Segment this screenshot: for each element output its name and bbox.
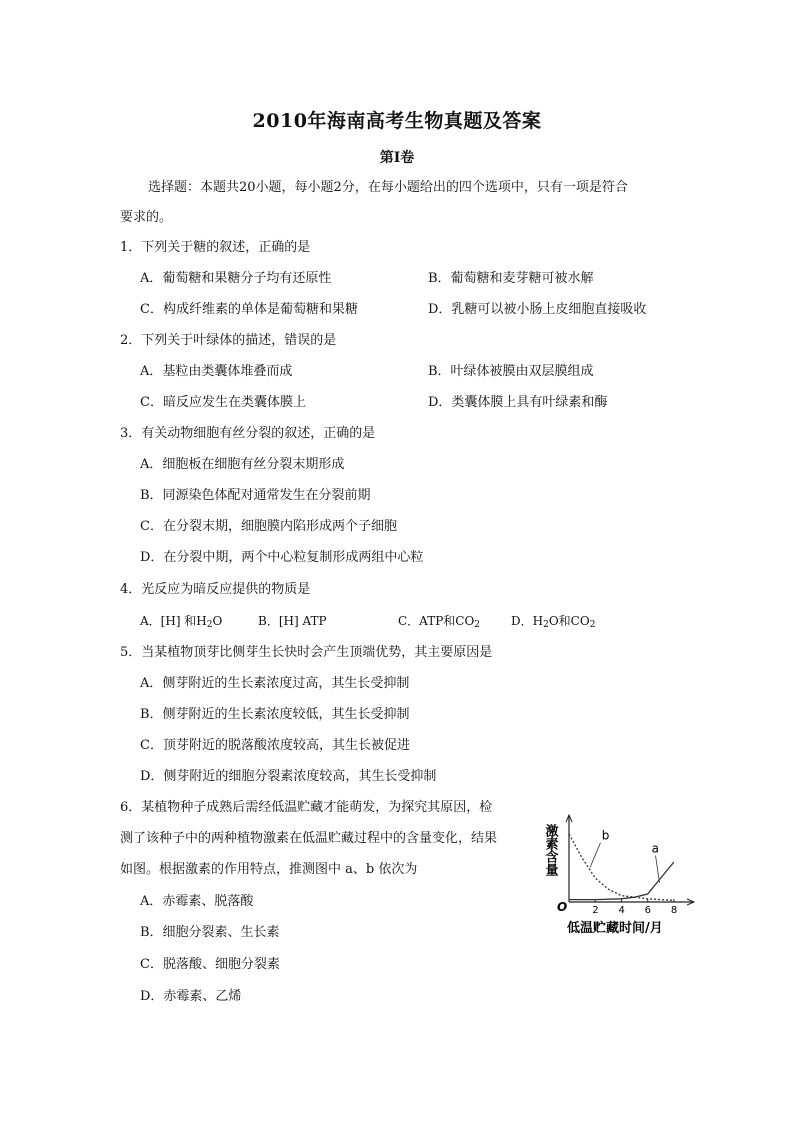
question-5-stem: 5．当某植物顶芽比侧芽生长快时会产生顶端优势，其主要原因是	[120, 645, 493, 660]
question-1-option-c: C．构成纤维素的单体是葡萄糖和果糖	[140, 302, 358, 317]
chart-series-b-label: b	[601, 828, 610, 843]
question-6-stem-line-3: 如图。根据激素的作用特点，推测图中 a、b 依次为	[120, 862, 418, 877]
question-6-option-b: B．细胞分裂素、生长素	[140, 925, 280, 940]
question-2-option-b: B．叶绿体被膜由双层膜组成	[428, 364, 594, 379]
question-2-option-d: D．类囊体膜上具有叶绿素和酶	[428, 395, 608, 410]
question-6-option-d: D．赤霉素、乙烯	[140, 989, 242, 1004]
question-6-stem-line-1: 6．某植物种子成熟后需经低温贮藏才能萌发，为探究其原因，检	[120, 800, 493, 815]
question-6-option-a: A．赤霉素、脱落酸	[140, 894, 254, 909]
question-3-option-b: B．同源染色体配对通常发生在分裂前期	[140, 488, 371, 503]
question-4-stem: 4．光反应为暗反应提供的物质是	[120, 582, 311, 597]
question-3-option-d: D．在分裂中期，两个中心粒复制形成两组中心粒	[140, 550, 424, 565]
question-1-option-d: D．乳糖可以被小肠上皮细胞直接吸收	[428, 302, 647, 317]
question-1-stem: 1．下列关于糖的叙述，正确的是	[120, 240, 311, 255]
chart-x-tick-label: 2	[592, 905, 599, 916]
question-4-option-a: A．[H] 和$H_2O$	[140, 614, 223, 630]
question-4-option-c: C．ATP和$CO_2$	[398, 614, 481, 630]
question-3-option-a: A．细胞板在细胞有丝分裂末期形成	[140, 457, 345, 472]
question-5-option-a: A．侧芽附近的生长素浓度过高，其生长受抑制	[140, 676, 410, 691]
section-title: 第Ⅰ卷	[379, 150, 415, 166]
question-5-option-d: D．侧芽附近的细胞分裂素浓度较高，其生长受抑制	[140, 769, 437, 784]
question-1-option-b: B．葡萄糖和麦芽糖可被水解	[428, 271, 594, 286]
page-title: 2010年海南高考生物真题及答案	[252, 110, 542, 132]
intro-line-1: 选择题：本题共20小题，每小题2分，在每小题给出的四个选项中，只有一项是符合	[148, 180, 628, 195]
chart-x-tick-label: 4	[618, 905, 625, 916]
question-5-option-b: B．侧芽附近的生长素浓度较低，其生长受抑制	[140, 707, 410, 722]
chart-series-a-leader	[656, 856, 660, 883]
chart-origin-label: O	[557, 900, 568, 914]
hormone-content-chart	[537, 810, 707, 940]
chart-series-a-line	[569, 862, 674, 900]
question-2-option-c: C．暗反应发生在类囊体膜上	[140, 395, 306, 410]
question-2-stem: 2．下列关于叶绿体的描述，错误的是	[120, 333, 337, 348]
question-1-option-a: A．葡萄糖和果糖分子均有还原性	[140, 271, 332, 286]
question-3-stem: 3．有关动物细胞有丝分裂的叙述，正确的是	[120, 426, 376, 441]
question-4-option-b: B．[H] ATP	[258, 614, 327, 628]
question-3-option-c: C．在分裂末期，细胞膜内陷形成两个子细胞	[140, 519, 397, 534]
chart-x-tick-label: 8	[670, 905, 678, 916]
intro-line-2: 要求的。	[120, 210, 173, 225]
question-6-stem-line-2: 测了该种子中的两种植物激素在低温贮藏过程中的含量变化，结果	[120, 831, 498, 846]
chart-series-a-label: a	[651, 841, 659, 856]
chart-y-axis-label: 激素含量	[542, 824, 558, 876]
question-4-option-d: D．$H_2O$和$CO_2$	[511, 614, 596, 630]
chart-x-tick-label: 6	[644, 905, 652, 916]
question-5-option-c: C．顶芽附近的脱落酸浓度较高，其生长被促进	[140, 738, 410, 753]
question-6-option-c: C．脱落酸、细胞分裂素	[140, 957, 280, 972]
chart-x-axis-label: 低温贮藏时间/月	[567, 921, 663, 936]
chart-series-b-leader	[590, 843, 600, 868]
question-2-option-a: A．基粒由类囊体堆叠而成	[140, 364, 293, 379]
